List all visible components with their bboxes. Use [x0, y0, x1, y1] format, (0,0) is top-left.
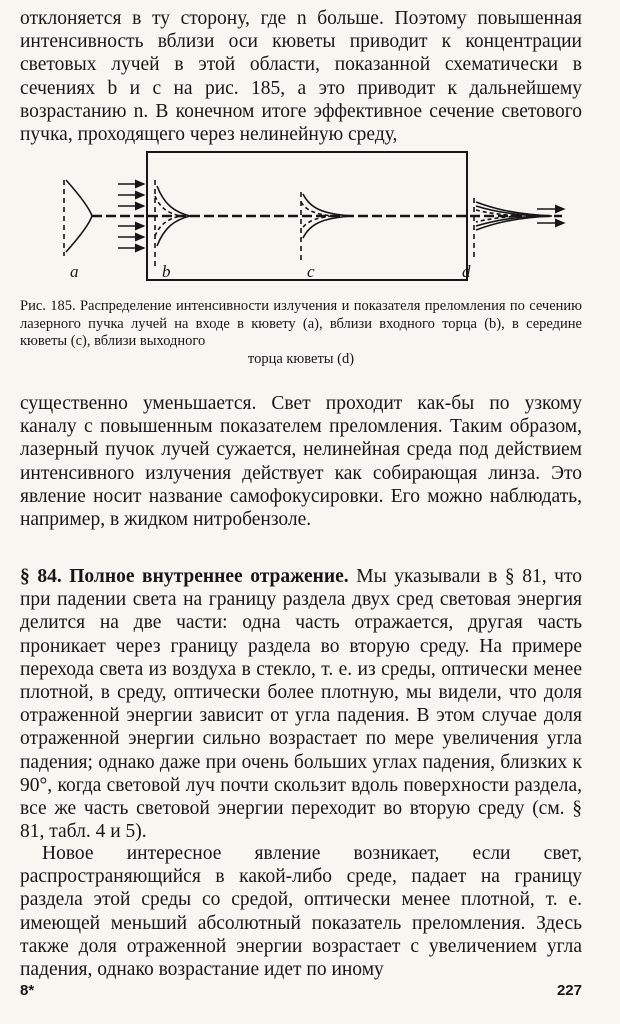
label-a: a [70, 262, 79, 281]
label-b: b [162, 262, 171, 281]
figure-185 [52, 146, 572, 288]
section-84-paragraph [20, 565, 582, 843]
caption-tail: торца кюветы (d) [247, 350, 355, 367]
section-c-profile [301, 192, 352, 264]
caption-main: Рис. 185. Распределение интенсивности излучения и показателя преломления по сечению лазерного пучка лучей на входе в кювету (a), вблизи входного торца (b), в середине кюветы (c), вблизи выходного [20, 298, 582, 350]
page-number: 227 [556, 982, 582, 999]
label-d: d [462, 262, 471, 281]
paragraph-1: отклоняется в ту сторону, где n больше. Поэтому повышенная интенсивность вблизи оси кюветы приводит к концентрации световых лучей в этой области, показанной схематически в сечениях b и c на рис. 185, а это приводит к дальнейшему возрастанию n. В конечном итоге эффективное сечение светового пучка, проходящего через нелинейную среду, [20, 8, 582, 146]
signature-mark: 8* [20, 982, 35, 999]
paragraph-2: существенно уменьшается. Свет проходит как-бы по узкому каналу с повышенным показателем преломления. Таким образом, лазерный пучок лучей сужается, нелинейная среда под действием интенсивного излучения действует как собирающая линза. Это явление носит название самофокусировки. Его можно наблюдать, например, в жидком нитробензоле. [20, 393, 582, 531]
paragraph-3-text: Мы указывали в § 81, что при падении света на границу раздела двух сред световая энергия делится на две части: одна часть отражается, другая часть проникает через границу раздела во вторую среду. На примере перехода света из воздуха в стекло, т. е. из среды, оптически менее плотной, в среду, оптически более плотную, мы видели, что доля отраженной энергии зависит от угла падения. В этом случае доля отраженной энергии сильно возрастает по мере увеличения угла падения; однако даже при очень больших углах падения, близких к 90°, когда световой луч почти скользит вдоль поверхности раздела, все же часть световой энергии переходит во вторую среду (см. § 81, табл. 4 и 5). [20, 566, 582, 843]
label-c: c [307, 262, 315, 281]
figure-caption [20, 298, 582, 368]
section-b-profile [155, 180, 190, 268]
paragraph-4: Новое интересное явление возникает, если свет, распространяющийся в какой-либо среде, падает на границу раздела этой среды со средой, оптически менее плотной, т. е. имеющей меньший абсолютный показатель преломления. Здесь также доля отраженной энергии возрастает с увеличением угла падения, однако возрастание идет по иному [20, 843, 582, 981]
beam-diagram [52, 146, 572, 288]
section-heading: § 84. Полное внутреннее отражение. [20, 566, 349, 587]
section-a-profile [64, 180, 92, 256]
section-d-profile [474, 198, 552, 260]
